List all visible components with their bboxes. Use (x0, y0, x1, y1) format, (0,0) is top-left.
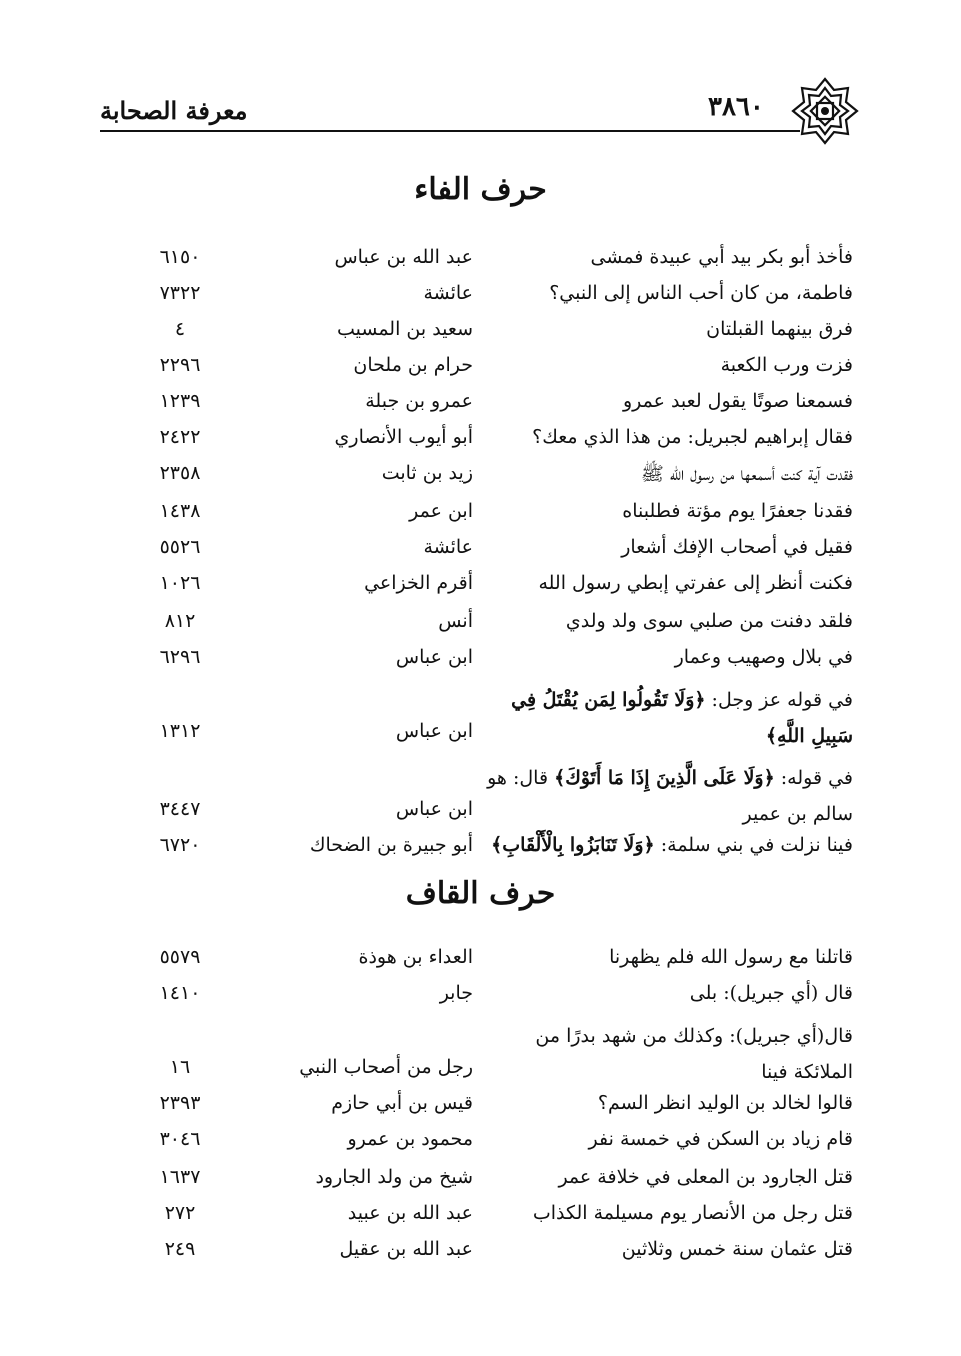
running-title: معرفة الصحابة (100, 96, 248, 125)
quran-quote: ﴿وَلَا تَنَابَزُوا بِالْأَلْقَابِ﴾ (491, 834, 655, 856)
entry-number: ٥٥٧٩ (159, 946, 201, 968)
entry-narrator: أقرم الخزاعي (364, 572, 473, 594)
entry-narrator: عائشة (423, 536, 473, 558)
list-item (0, 646, 961, 682)
entry-narrator: ابن عباس (395, 720, 473, 742)
entry-text-suffix: قال: هو سالم بن عمير (487, 767, 853, 825)
list-item (0, 1092, 961, 1128)
page-number: ٣٨٦٠ (708, 92, 764, 122)
entry-text: قالوا لخالد بن الوليد انظر السم؟ (597, 1092, 853, 1114)
entry-text: في بلال وصهيب وعمار (674, 646, 853, 668)
list-item (0, 318, 961, 354)
entry-text: فقال إبراهيم لجبريل: من هذا الذي معك؟ (532, 426, 853, 448)
entry-number: ١٢٣٩ (159, 390, 201, 412)
entry-text (483, 834, 853, 856)
list-item (0, 1166, 961, 1202)
list-item (0, 834, 961, 870)
list-item (0, 282, 961, 318)
entry-number: ٣٠٤٦ (159, 1128, 201, 1150)
entry-text: قتل الجارود بن المعلى في خلافة عمر (558, 1166, 853, 1188)
entry-number: ٨١٢ (164, 610, 196, 632)
list-item (0, 610, 961, 646)
page-header (100, 74, 860, 144)
list-item (0, 1238, 961, 1274)
entry-text: فلقد دفنت من صلبي سوى ولد ولدي (565, 610, 853, 632)
list-item (0, 1128, 961, 1164)
entry-text-prefix: في قوله عز وجل: (705, 689, 853, 711)
entry-text: قتل عثمان سنة خمس وثلاثين (621, 1238, 853, 1260)
list-item (0, 760, 961, 832)
entry-text-prefix: في قوله: (774, 767, 853, 789)
entry-text: فسمعنا صوتًا يقول لعبد عمرو (622, 390, 853, 412)
entry-text (483, 760, 853, 832)
section-heading-faa: حرف الفاء (414, 172, 547, 207)
entry-number: ٦١٥٠ (159, 246, 201, 268)
entry-narrator: ابن عمر (409, 500, 473, 522)
entry-narrator: سعيد بن المسيب (336, 318, 473, 340)
entry-number: ٢٢٩٦ (159, 354, 201, 376)
entry-narrator: عبد الله بن عباس (334, 246, 473, 268)
list-item (0, 1202, 961, 1238)
entry-number: ١٤١٠ (159, 982, 201, 1004)
entry-narrator: شيخ من ولد الجارود (315, 1166, 473, 1188)
entry-number: ١٣١٢ (159, 720, 201, 742)
entry-narrator: محمود بن عمرو (347, 1128, 473, 1150)
entry-number: ٦٢٩٦ (159, 646, 201, 668)
entry-text: فكنت أنظر إلى عفرتي إبطي رسول الله (538, 572, 853, 594)
entry-number: ٧٣٢٢ (159, 282, 201, 304)
quran-quote: ﴿وَلَا تَقُولُوا لِمَن يُقْتَلُ فِي سَبِيلِ اللَّهِ﴾ (511, 689, 853, 747)
list-item (0, 354, 961, 390)
entry-narrator: جابر (439, 982, 473, 1004)
entry-narrator: ابن عباس (395, 646, 473, 668)
entry-narrator: رجل من أصحاب النبي (299, 1056, 473, 1078)
entry-text: قاتلنا مع رسول الله فلم يظهرنا (609, 946, 853, 968)
entry-narrator: حرام بن ملحان (353, 354, 473, 376)
entry-number: ١٦٣٧ (159, 1166, 201, 1188)
entry-text: قال(أي جبريل): وكذلك من شهد بدرًا من الملائكة فينا (535, 1025, 853, 1083)
entry-narrator: أبو أيوب الأنصاري (334, 426, 473, 448)
entry-text: قتل رجل من الأنصار يوم مسيلمة الكذاب (532, 1202, 853, 1224)
list-item (0, 572, 961, 608)
entry-text: فقيل في أصحاب الإفك أشعار (621, 536, 853, 558)
entry-narrator: زيد بن ثابت (381, 462, 473, 484)
entry-number: ٢٤٩ (164, 1238, 196, 1260)
entry-number: ٢٣٩٣ (159, 1092, 201, 1114)
list-item (0, 1018, 961, 1090)
entry-number: ٢٧٢ (164, 1202, 196, 1224)
entry-number: ٣٤٤٧ (159, 798, 201, 820)
quran-quote: ﴿وَلَا عَلَى الَّذِينَ إِذَا مَا أَتَوْكَ﴾ (554, 767, 775, 789)
entry-narrator: أنس (438, 610, 473, 632)
entry-number: ٢٣٥٨ (159, 462, 201, 484)
entry-narrator: قيس بن أبي حازم (331, 1092, 473, 1114)
entry-number: ١٦ (169, 1056, 191, 1078)
entry-number: ٥٥٢٦ (159, 536, 201, 558)
entry-narrator: عمرو بن جبلة (365, 390, 473, 412)
section-heading-qaf: حرف القاف (405, 876, 556, 911)
entry-number: ١٠٢٦ (159, 572, 201, 594)
entry-text: فرق بينهما القبلتان (706, 318, 853, 340)
entry-number: ٤ (174, 318, 186, 340)
list-item (0, 390, 961, 426)
entry-narrator: عائشة (423, 282, 473, 304)
list-item (0, 682, 961, 754)
entry-text: قام زياد بن السكن في خمسة نفر (588, 1128, 853, 1150)
entry-text (483, 682, 853, 754)
entry-narrator: أبو جبيرة بن الضحاك (309, 834, 473, 856)
entry-narrator: العداء بن هوذة (358, 946, 473, 968)
entry-text: فأخذ أبو بكر بيد أبي عبيدة فمشى (590, 246, 853, 268)
entry-number: ٦٧٢٠ (159, 834, 201, 856)
entry-number: ٢٤٢٢ (159, 426, 201, 448)
ornament-icon (790, 76, 860, 146)
entry-text: فقدت آية كنت أسمعها من رسول الله ﷺ (640, 463, 853, 485)
entry-narrator: ابن عباس (395, 798, 473, 820)
list-item (0, 536, 961, 572)
list-item (0, 246, 961, 282)
entry-narrator: عبد الله بن عقيل (339, 1238, 473, 1260)
list-item (0, 426, 961, 462)
list-item (0, 462, 961, 498)
list-item (0, 982, 961, 1018)
entry-text: قال (أي جبريل): بلى (689, 982, 853, 1004)
entry-text-prefix: فينا نزلت في بني سلمة: (654, 834, 853, 856)
entry-number: ١٤٣٨ (159, 500, 201, 522)
entry-text: فقدنا جعفرًا يوم مؤتة فطلبناه (622, 500, 853, 522)
header-rule (100, 130, 800, 132)
entry-text: فاطمة، من كان أحب الناس إلى النبي؟ (549, 282, 853, 304)
list-item (0, 946, 961, 982)
entry-narrator: عبد الله بن عبيد (347, 1202, 473, 1224)
list-item (0, 500, 961, 536)
entry-text: فزت ورب الكعبة (720, 354, 853, 376)
